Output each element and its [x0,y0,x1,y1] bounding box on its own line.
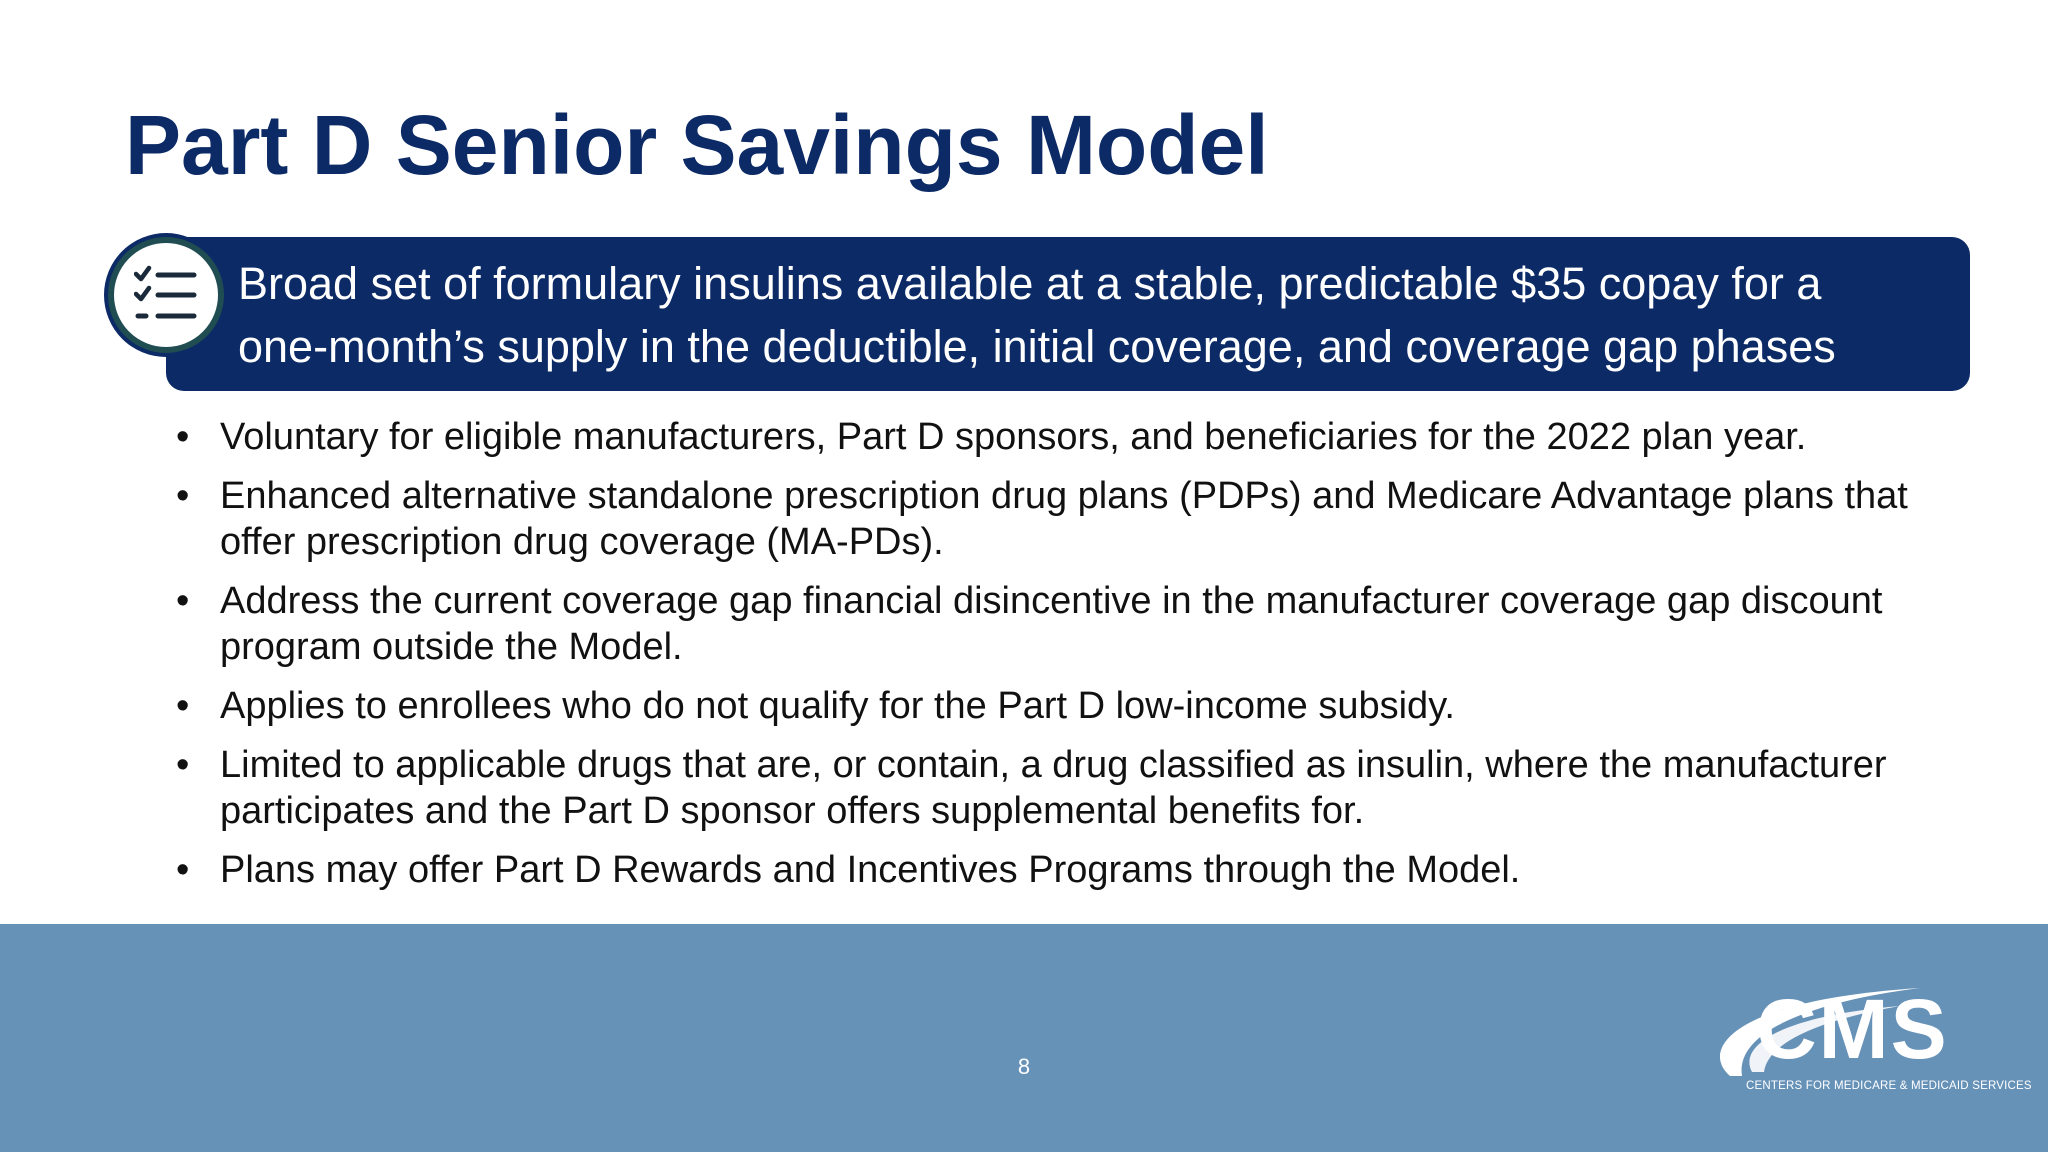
bullet-text: Applies to enrollees who do not qualify for the Part D low-income subsidy. [220,685,1455,727]
list-item [176,578,1946,670]
bullet-symbol: • [176,475,190,517]
bullet-symbol: • [176,416,190,458]
list-item [176,683,1946,729]
bullet-text: Enhanced alternative standalone prescription drug plans (PDPs) and Medicare Advantage plans that offer prescription drug coverage (MA-PDs). [220,475,1908,563]
banner-line-2: one-month’s supply in the deductible, initial coverage, and coverage gap phases [238,321,1836,372]
bullet-text: Address the current coverage gap financial disincentive in the manufacturer coverage gap discount program outside the Model. [220,580,1883,668]
page-number: 8 [1017,1054,1031,1079]
bullet-symbol: • [176,580,190,622]
cms-logo [1690,980,2032,1100]
bullet-list [176,414,1946,906]
bullet-symbol: • [176,849,190,891]
list-item [176,847,1946,893]
banner-line-1: Broad set of formulary insulins available at a stable, predictable $35 copay for a [238,258,1822,309]
checklist-icon [108,237,224,353]
list-item [176,414,1946,460]
banner-text [238,252,1938,378]
logo-wordmark: CMS [1756,982,1949,1076]
bullet-text: Plans may offer Part D Rewards and Incentives Programs through the Model. [220,849,1521,891]
bullet-symbol: • [176,685,190,727]
list-item [176,473,1946,565]
bullet-text: Voluntary for eligible manufacturers, Part D sponsors, and beneficiaries for the 2022 plan year. [220,416,1807,458]
slide-title: Part D Senior Savings Model [125,98,1269,192]
logo-subtitle: CENTERS FOR MEDICARE & MEDICAID SERVICES [1746,1080,2032,1092]
list-item [176,742,1946,834]
checklist-icon-graphic [134,265,198,325]
bullet-symbol: • [176,744,190,786]
bullet-text: Limited to applicable drugs that are, or contain, a drug classified as insulin, where the manufacturer participates and the Part D sponsor offers supplemental benefits for. [220,744,1887,832]
